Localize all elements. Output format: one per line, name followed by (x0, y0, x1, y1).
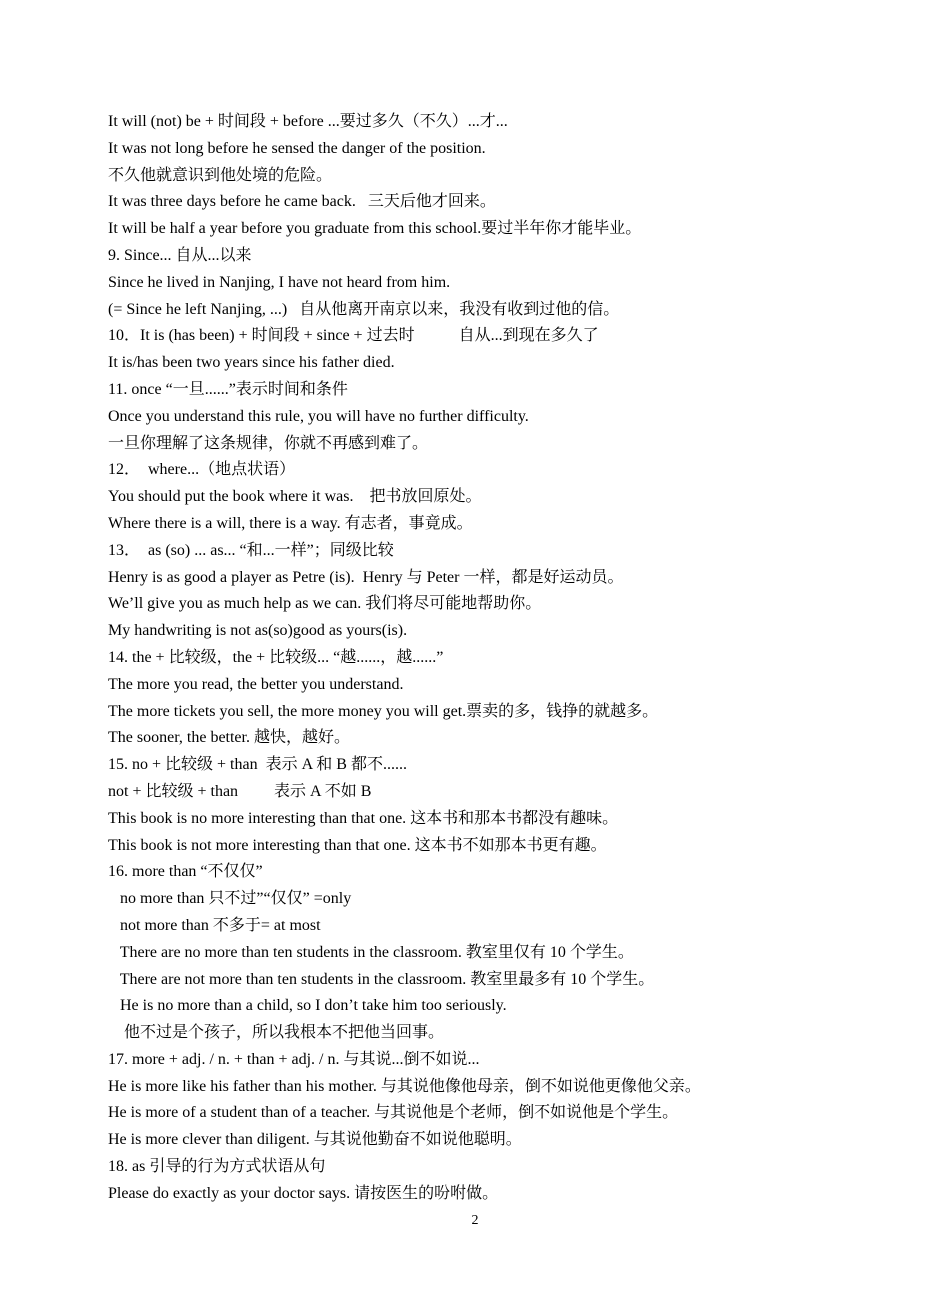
section-heading: 16. more than “不仅仅” (108, 863, 263, 881)
text-line: He is no more than a child, so I don’t take him too seriously. (108, 997, 507, 1015)
document-body (108, 109, 908, 1208)
text-line: Where there is a will, there is a way. 有志者，事竟成。 (108, 514, 473, 532)
text-line: 他不过是个孩子，所以我根本不把他当回事。 (108, 1024, 445, 1042)
text-line: This book is no more interesting than that one. 这本书和那本书都没有趣味。 (108, 809, 619, 827)
text-line: (= Since he left Nanjing, ...) 自从他离开南京以来，我没有收到过他的信。 (108, 300, 620, 318)
text-line: The more tickets you sell, the more money you will get.票卖的多，钱挣的就越多。 (108, 702, 659, 720)
text-line: Since he lived in Nanjing, I have not heard from him. (108, 273, 451, 291)
text-line: The more you read, the better you understand. (108, 675, 404, 693)
text-line: This book is not more interesting than that one. 这本书不如那本书更有趣。 (108, 836, 607, 854)
text-line: no more than 只不过”“仅仅” =only (108, 890, 352, 908)
section-heading: 9. Since... 自从...以来 (108, 246, 252, 264)
text-line: It was not long before he sensed the danger of the position. (108, 139, 486, 157)
text-line: not more than 不多于= at most (108, 916, 321, 934)
text-line: Henry is as good a player as Petre (is). Henry 与 Peter 一样，都是好运动员。 (108, 568, 624, 586)
section-heading: 11. once “一旦......”表示时间和条件 (108, 380, 348, 398)
text-line: He is more like his father than his mother. 与其说他像他母亲，倒不如说他更像他父亲。 (108, 1077, 701, 1095)
text-line: It will be half a year before you graduate from this school.要过半年你才能毕业。 (108, 220, 642, 238)
section-heading: 18. as 引导的行为方式状语从句 (108, 1158, 326, 1176)
text-line: 一旦你理解了这条规律，你就不再感到难了。 (108, 434, 429, 452)
section-heading: 13． as (so) ... as... “和...一样”；同级比较 (108, 541, 394, 559)
section-heading: 12． where...（地点状语） (108, 461, 296, 479)
section-heading: 10．It is (has been) + 时间段 + since + 过去时 自从...到现在多久了 (108, 327, 599, 345)
text-line: It is/has been two years since his father died. (108, 354, 395, 372)
section-heading: 17. more + adj. / n. + than + adj. / n. 与其说...倒不如说... (108, 1050, 480, 1068)
text-line: The sooner, the better. 越快，越好。 (108, 729, 350, 747)
text-line: It was three days before he came back. 三天后他才回来。 (108, 193, 496, 211)
text-line: It will (not) be + 时间段 + before ...要过多久（不久）...才... (108, 113, 508, 130)
text-line: He is more clever than diligent. 与其说他勤奋不如说他聪明。 (108, 1131, 522, 1149)
text-line: You should put the book where it was. 把书放回原处。 (108, 488, 482, 506)
text-line: We’ll give you as much help as we can. 我们将尽可能地帮助你。 (108, 595, 542, 613)
page-number: 2 (471, 1213, 479, 1228)
section-heading: 15. no + 比较级 + than 表示 A 和 B 都不...... (108, 756, 407, 774)
text-line: 不久他就意识到他处境的危险。 (108, 166, 333, 184)
text-line: not + 比较级 + than 表示 A 不如 B (108, 782, 372, 800)
section-heading: 14. the + 比较级，the + 比较级... “越......，越......” (108, 648, 444, 666)
text-line: There are no more than ten students in the classroom. 教室里仅有 10 个学生。 (108, 943, 634, 961)
text-line: He is more of a student than of a teacher. 与其说他是个老师，倒不如说他是个学生。 (108, 1104, 679, 1122)
text-line: Once you understand this rule, you will have no further difficulty. (108, 407, 529, 425)
text-line: Please do exactly as your doctor says. 请按医生的吩咐做。 (108, 1184, 499, 1202)
text-line: My handwriting is not as(so)good as yours(is). (108, 622, 408, 640)
text-line: There are not more than ten students in the classroom. 教室里最多有 10 个学生。 (108, 970, 655, 988)
